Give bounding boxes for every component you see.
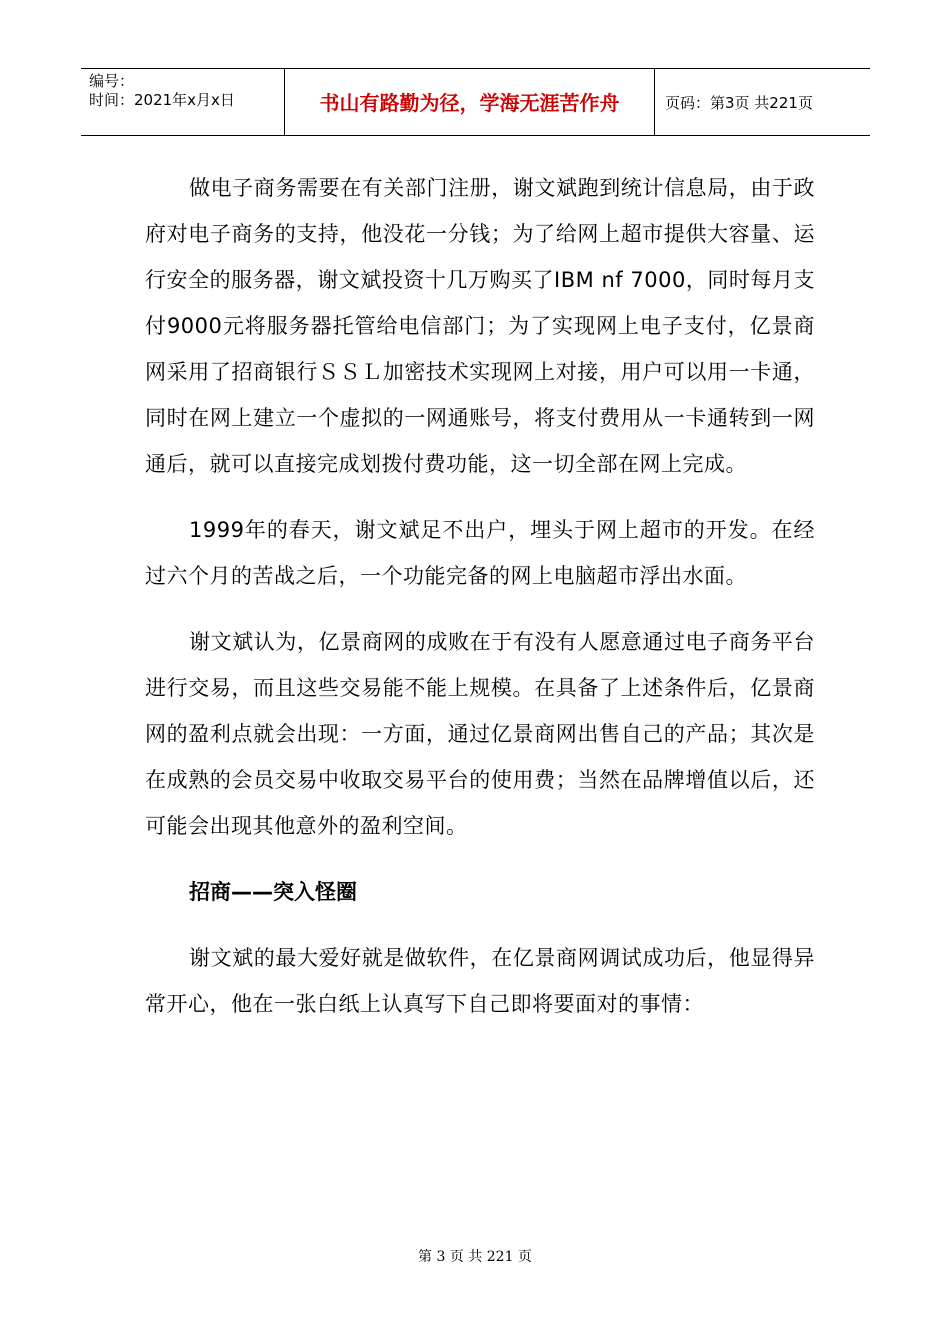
section-heading: 招商——突入怪圈 — [189, 880, 357, 904]
header-motto-cell — [284, 69, 655, 135]
document-body — [145, 165, 815, 1047]
page-code: 页码：第3页 共221页 — [665, 94, 813, 112]
page-footer: 第 3 页 共 221 页 — [418, 1249, 532, 1265]
paragraph: 谢文斌的最大爱好就是做软件，在亿景商网调试成功后，他显得异常开心，他在一张白纸上认真写下自己即将要面对的事情： — [145, 946, 815, 1016]
motto-text: 书山有路勤为径，学海无涯苦作舟 — [319, 91, 620, 115]
document-header — [81, 68, 870, 136]
date-label: 时间：2021年x月x日 — [89, 91, 235, 109]
serial-number-label: 编号： — [89, 72, 135, 90]
paragraph: 做电子商务需要在有关部门注册，谢文斌跑到统计信息局，由于政府对电子商务的支持，他没花一分钱；为了给网上超市提供大容量、运行安全的服务器，谢文斌投资十几万购买了IBM nf 7000，同时每月支付9000元将服务器托管给电信部门；为了实现网上电子支付，亿景商网采用了招商银行ＳＳＬ加密技术实现网上对接，用户可以用一卡通，同时在网上建立一个虚拟的一网通账号，将支付费用从一卡通转到一网通后，就可以直接完成划拨付费功能，这一切全部在网上完成。 — [145, 176, 815, 476]
paragraph: 谢文斌认为，亿景商网的成败在于有没有人愿意通过电子商务平台进行交易，而且这些交易能不能上规模。在具备了上述条件后，亿景商网的盈利点就会出现：一方面，通过亿景商网出售自己的产品；其次是在成熟的会员交易中收取交易平台的使用费；当然在品牌增值以后，还可能会出现其他意外的盈利空间。 — [145, 630, 815, 838]
header-meta-cell — [81, 69, 284, 135]
header-page-cell — [655, 69, 870, 135]
paragraph: 1999年的春天，谢文斌足不出户，埋头于网上超市的开发。在经过六个月的苦战之后，一个功能完备的网上电脑超市浮出水面。 — [145, 518, 815, 588]
